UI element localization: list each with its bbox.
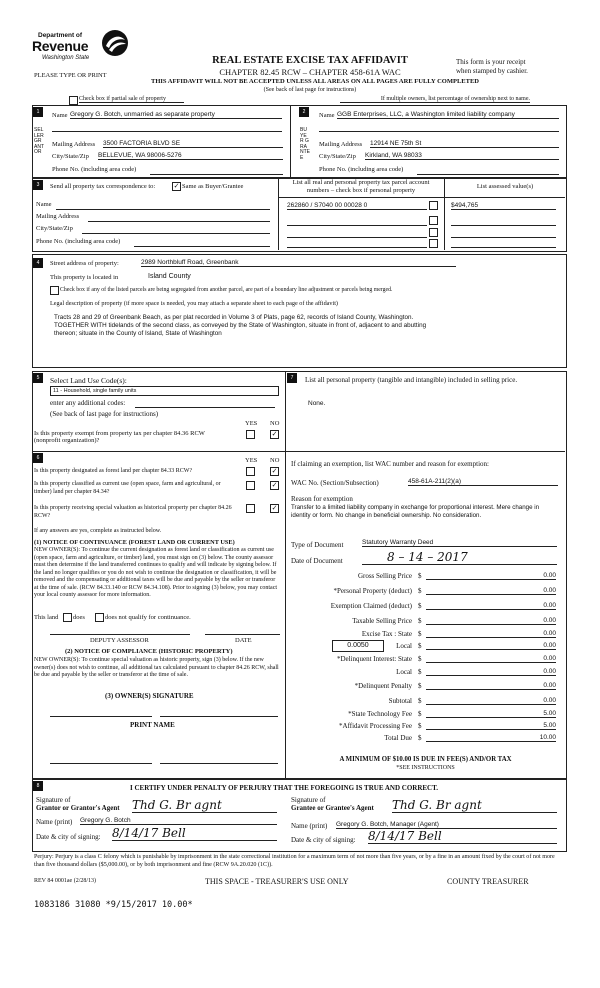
exempt-yes-checkbox[interactable]	[246, 430, 255, 439]
segregated-checkbox[interactable]	[50, 286, 59, 295]
print-name-label: PRINT NAME	[130, 721, 175, 729]
deputy-sig-line	[50, 634, 190, 635]
does-label: does	[73, 614, 85, 621]
tax-dollar-sign: $	[418, 734, 422, 742]
tax-row-value[interactable]: 0.00	[426, 587, 556, 595]
doc-date-field[interactable]: 8 – 14 – 2017	[362, 550, 557, 565]
dept-line2: Revenue	[32, 38, 89, 54]
section-8-number: 8	[33, 781, 43, 791]
assessed-4-field[interactable]	[451, 241, 556, 248]
historic-question: Is this property receiving special valuation as historical property per chapter 84.26 RCW?	[34, 505, 232, 519]
same-as-buyer-checkbox[interactable]: ✓	[173, 182, 180, 190]
parcel-4-field[interactable]	[287, 241, 427, 248]
partial-sale-label: Check box if partial sale of property	[79, 96, 184, 103]
does-not-label: does not qualify for continuance.	[105, 614, 191, 621]
tax-row-label: *State Technology Fee	[348, 710, 412, 718]
section-3-number: 3	[33, 180, 43, 190]
tax-row	[290, 655, 560, 666]
form-chapter: CHAPTER 82.45 RCW – CHAPTER 458-61A WAC	[219, 67, 401, 77]
personal-prop-label: List all personal property (tangible and intangible) included in selling price.	[305, 376, 518, 384]
parcel-3-personal-checkbox[interactable]	[429, 228, 438, 237]
tax-dollar-sign: $	[418, 697, 422, 705]
assessed-header: List assessed value(s)	[476, 183, 534, 190]
grantor-date-field[interactable]: 8/14/17 Bell	[112, 826, 277, 841]
tax-row	[290, 734, 560, 745]
grantor-signature[interactable]: Thd G. Br agnt	[132, 798, 277, 813]
deputy-date-line	[205, 634, 280, 635]
continuance-text: NEW OWNER(S): To continue the current designation as forest land or classification as current use (open space, farm and agriculture, or timber) land, you must sign on (3) below. The county assessor must then determine if the land transferred continues to qualify and will indicate by signing below. If the land no longer qualifies or you do not wish to continue the designation or classification, it will be removed and the compensating or additional taxes will be due and payable by the seller or transferor at the time of sale. (RCW 84.33.140 or RCW 84.34.108). Prior to signing (3) below, you may contact your local county assessor for more information.	[34, 547, 278, 598]
corr-phone-label: Phone No. (including area code)	[36, 238, 121, 245]
tax-dollar-sign: $	[418, 642, 422, 650]
certify-statement: I CERTIFY UNDER PENALTY OF PERJURY THAT THE FOREGOING IS TRUE AND CORRECT.	[130, 784, 439, 792]
corr-name-field[interactable]	[56, 201, 270, 210]
seller-name-label: Name	[52, 112, 68, 119]
tax-row	[290, 572, 560, 583]
buyer-city-field[interactable]: Kirkland, WA 98033	[365, 152, 559, 160]
does-not-checkbox[interactable]	[95, 613, 104, 622]
tax-row-value[interactable]: 0.00	[426, 655, 556, 663]
parcel-2-personal-checkbox[interactable]	[429, 216, 438, 225]
street-field[interactable]: 2989 Northbluff Road, Greenbank	[141, 259, 456, 267]
continuance-title: (1) NOTICE OF CONTINUANCE (FOREST LAND OR CURRENT USE)	[34, 539, 235, 546]
local-rate-box[interactable]: 0.0050	[332, 640, 384, 652]
grantee-date-label: Date & city of signing:	[291, 836, 356, 844]
located-field[interactable]: Island County	[148, 273, 191, 280]
accept-warning: THIS AFFIDAVIT WILL NOT BE ACCEPTED UNLESS ALL AREAS ON ALL PAGES ARE FULLY COMPLETED	[151, 78, 479, 85]
corr-mailing-field[interactable]	[88, 213, 270, 222]
tax-row	[290, 682, 560, 693]
buyer-city-label: City/State/Zip	[319, 153, 356, 160]
lower-divider	[285, 371, 286, 778]
tax-row-value[interactable]: 0.00	[426, 630, 556, 638]
tax-row-value[interactable]: 0.00	[426, 697, 556, 705]
tax-dollar-sign: $	[418, 630, 422, 638]
property-section	[32, 254, 567, 368]
parcel-4-personal-checkbox[interactable]	[429, 239, 438, 248]
tax-row-label: Total Due	[384, 734, 412, 742]
corr-mailing-label: Mailing Address	[36, 213, 80, 220]
tax-dollar-sign: $	[418, 587, 422, 595]
forest-question: Is this property designated as forest land per chapter 84.33 RCW?	[34, 468, 193, 474]
tax-row-label: Excise Tax : State	[361, 630, 412, 638]
compliance-text: NEW OWNER(S): To continue special valuation as historic property, sign (3) below. If the new owner(s) does not wish to continue, all additional tax calculated pursuant to chapter 84.26 RCW, shall be due and payable by the seller or transferor at the time of sale.	[34, 657, 279, 678]
personal-prop-value[interactable]: None.	[308, 400, 326, 407]
exempt-question: Is this property exempt from property tax per chapter 84.36 RCW (nonprofit organization)?	[34, 430, 205, 444]
section-7-divider	[285, 451, 565, 452]
tax-dollar-sign: $	[418, 602, 422, 610]
seller-phone-field[interactable]	[150, 166, 283, 175]
corr-city-label: City/State/Zip	[36, 225, 73, 232]
section-5-6-divider	[32, 451, 285, 452]
tax-dollar-sign: $	[418, 617, 422, 625]
same-as-buyer-label: Same as Buyer/Grantee	[182, 183, 244, 190]
tax-row-label: Taxable Selling Price	[352, 617, 412, 625]
tax-row-label: *Delinquent Interest: State	[336, 655, 412, 663]
buyer-phone-field[interactable]	[417, 166, 559, 175]
land-use-select[interactable]: 11 - Household, single family units	[50, 386, 279, 396]
seller-mailing-field[interactable]: 3500 FACTORIA BLVD SE	[103, 140, 283, 148]
seller-city-label: City/State/Zip	[52, 153, 89, 160]
tax-row-label: *Delinquent Penalty	[354, 682, 412, 690]
tax-row	[290, 630, 560, 641]
tax-dollar-sign: $	[418, 572, 422, 580]
wac-label: WAC No. (Section/Subsection)	[291, 479, 379, 487]
dept-line1: Department of	[38, 32, 83, 39]
tax-row-label: Local	[396, 668, 412, 676]
parcel-3-field[interactable]	[287, 229, 427, 238]
section-3-divider	[278, 177, 279, 250]
tax-row-value[interactable]: 5.00	[426, 710, 556, 718]
if-yes-note: If any answers are yes, complete as instructed below.	[34, 528, 162, 534]
receipt-note-2: when stamped by cashier.	[456, 67, 528, 75]
legal-label: Legal description of property (if more space is needed, you may attach a separate sheet to each page of the affidavit)	[50, 300, 338, 307]
buyer-name-label: Name	[319, 112, 335, 119]
deputy-assessor-label: DEPUTY ASSESSOR	[90, 637, 149, 644]
tax-row	[290, 697, 560, 708]
receipt-note-1: This form is your receipt	[456, 58, 526, 66]
buyer-side-label: BUYER GRANTEE	[300, 127, 310, 161]
deputy-date-label: DATE	[235, 637, 252, 644]
corr-phone-field[interactable]	[134, 238, 270, 247]
tax-row-value[interactable]: 0.00	[426, 602, 556, 610]
land-use-label: Select Land Use Code(s):	[50, 376, 127, 385]
additional-codes-label: enter any additional codes:	[50, 399, 126, 407]
corr-city-field[interactable]	[82, 225, 270, 234]
section-4-number: 4	[33, 258, 43, 268]
parcel-2-field[interactable]	[287, 217, 427, 226]
cashier-stamp: 1083186 31080 *9/15/2017 10.00*	[34, 900, 193, 910]
this-land-label: This land	[34, 614, 59, 621]
print-name-line-1	[50, 763, 152, 764]
owner-sig-line-1	[50, 716, 152, 717]
current-use-yes-checkbox[interactable]	[246, 481, 255, 490]
reason-label: Reason for exemption	[291, 495, 353, 503]
buyer-name-field[interactable]: GGB Enterprises, LLC, a Washington limited liability company	[337, 111, 559, 119]
grantor-sig-label-2: Grantor or Grantor's Agent	[36, 804, 120, 812]
seller-side-label: SELLER GRANTOR	[34, 127, 44, 155]
send-correspondence-label: Send all property tax correspondence to:	[50, 183, 156, 190]
section-5-number: 5	[33, 373, 43, 383]
current-use-question: Is this property classified as current use (open space, farm and agricultural, or timber) land per chapter 84.34?	[34, 481, 221, 495]
tax-row-value[interactable]: 0.00	[426, 682, 556, 690]
tax-row-value[interactable]: 5.00	[426, 722, 556, 730]
forest-yes-checkbox[interactable]	[246, 467, 255, 476]
compliance-title: (2) NOTICE OF COMPLIANCE (HISTORIC PROPERTY)	[65, 648, 233, 655]
grantee-signature[interactable]: Thd G. Br agnt	[392, 798, 557, 813]
grantor-date-label: Date & city of signing:	[36, 833, 101, 841]
grantor-name-label: Name (print)	[36, 818, 73, 826]
tax-row-label: Exemption Claimed (deduct)	[330, 602, 412, 610]
dor-logo-icon	[100, 28, 130, 58]
buyer-mailing-field[interactable]: 12914 NE 75th St	[370, 140, 559, 148]
section-1-number: 1	[33, 107, 43, 117]
tax-row	[290, 602, 560, 613]
section-6-number: 6	[33, 453, 43, 463]
dept-line3: Washington State	[42, 55, 90, 61]
see-instructions-note: *SEE INSTRUCTIONS	[396, 765, 455, 771]
county-treasurer-label: COUNTY TREASURER	[447, 877, 529, 886]
historic-no-checkbox[interactable]: ✓	[271, 504, 278, 512]
exemption-label: If claiming an exemption, list WAC number and reason for exemption:	[291, 460, 489, 468]
historic-yes-checkbox[interactable]	[246, 504, 255, 513]
tax-dollar-sign: $	[418, 668, 422, 676]
tax-dollar-sign: $	[418, 710, 422, 718]
print-name-line-2	[160, 763, 278, 764]
tax-dollar-sign: $	[418, 722, 422, 730]
perjury-notice: Perjury: Perjury is a class C felony which is punishable by imprisonment in the state correctional institution for a maximum term of not more than five years, or by a fine in an amount fixed by the court of not more than five thousand dollars ($5,000.00), or by both imprisonment and fine (RCW 9A.20.020 (1C)).	[34, 854, 555, 868]
street-label: Street address of property:	[50, 260, 119, 267]
tax-row	[290, 642, 560, 654]
please-type: PLEASE TYPE OR PRINT	[34, 72, 107, 79]
tax-row	[290, 617, 560, 628]
legal-line-2[interactable]: TOGETHER WITH tidelands of the second class, as conveyed by the State of Washington, situate in front of, adjacent to and abutting	[54, 322, 427, 329]
legal-line-1[interactable]: Tracts 28 and 29 of Greenbank Beach, as per plat recorded in Volume 3 of Plats, page 62, records of Island County, Washington.	[54, 314, 414, 321]
treasurer-use-label: THIS SPACE - TREASURER'S USE ONLY	[205, 877, 349, 886]
tax-row-label: Local	[396, 642, 412, 650]
doc-type-field[interactable]: Statutory Warranty Deed	[362, 539, 557, 547]
corr-name-label: Name	[36, 201, 52, 208]
does-checkbox[interactable]	[63, 613, 72, 622]
see-back-note: (See back of last page for instructions)	[263, 87, 357, 93]
tax-row-label: *Affidavit Processing Fee	[339, 722, 412, 730]
additional-codes-field[interactable]	[135, 399, 275, 408]
s6-no-header: NO	[270, 457, 280, 464]
tax-row-value[interactable]: 0.00	[426, 572, 556, 580]
s5-yes-header: YES	[245, 420, 258, 427]
s6-yes-header: YES	[245, 457, 258, 464]
located-label: This property is located in	[50, 274, 119, 281]
grantee-sig-label-1: Signature of	[291, 796, 326, 804]
tax-row-label: Gross Selling Price	[357, 572, 412, 580]
tax-row-value[interactable]: 0.00	[426, 617, 556, 625]
owner-sig-label: (3) OWNER(S) SIGNATURE	[105, 692, 194, 700]
s5-no-header: NO	[270, 420, 280, 427]
buyer-mailing-label: Mailing Address	[319, 141, 363, 148]
section-2-number: 2	[299, 107, 309, 117]
land-use-see-back: (See back of last page for instructions)	[50, 410, 159, 418]
seller-buyer-divider	[290, 105, 291, 177]
buyer-phone-label: Phone No. (including area code)	[319, 166, 404, 173]
grantor-sig-label-1: Signature of	[36, 796, 71, 804]
owner-sig-line-2	[160, 716, 278, 717]
seller-phone-label: Phone No. (including area code)	[52, 166, 137, 173]
assessed-2-field[interactable]	[451, 217, 556, 226]
assessed-3-field[interactable]	[451, 229, 556, 238]
tax-dollar-sign: $	[418, 655, 422, 663]
tax-row	[290, 722, 560, 733]
tax-dollar-sign: $	[418, 682, 422, 690]
seller-city-field[interactable]: BELLEVUE, WA 98006-5276	[98, 152, 283, 160]
grantee-sig-label-2: Grantee or Grantee's Agent	[291, 804, 374, 812]
buyer-blank-line	[319, 131, 559, 132]
minimum-fee-note: A MINIMUM OF $10.00 IS DUE IN FEE(S) AND/OR TAX	[339, 756, 512, 763]
form-title: REAL ESTATE EXCISE TAX AFFIDAVIT	[212, 55, 408, 66]
dor-logo	[32, 28, 128, 68]
current-use-no-checkbox[interactable]: ✓	[271, 481, 278, 489]
grantee-date-field[interactable]: 8/14/17 Bell	[368, 829, 557, 844]
parcel-1-field[interactable]: 262860 / S7040 00 00028 0	[287, 202, 427, 210]
tax-row-value[interactable]: 0.00	[426, 642, 556, 650]
seller-blank-line	[52, 131, 282, 132]
tax-row-label: Subtotal	[388, 697, 412, 705]
grantee-name-field[interactable]: Gregory G. Botch, Manager (Agent)	[336, 821, 557, 829]
seller-mailing-label: Mailing Address	[52, 141, 96, 148]
tax-row	[290, 710, 560, 721]
reason-field[interactable]: Transfer to a limited liability company in exchange for proportional interest. Mere change in identity or form. No change in beneficial ownership. No consideration.	[291, 504, 540, 519]
assessed-1-field[interactable]: $494,765	[451, 202, 556, 210]
parcel-header: List all real and personal property tax parcel account numbers – check box if personal property	[292, 179, 430, 194]
multiple-owners-note: If multiple owners, list percentage of ownership next to name.	[340, 96, 530, 103]
doc-type-label: Type of Document	[291, 541, 344, 549]
exempt-no-checkbox[interactable]: ✓	[271, 430, 278, 438]
grantor-name-field[interactable]: Gregory G. Botch	[80, 817, 277, 825]
tax-row-value[interactable]: 0.00	[426, 668, 556, 676]
rev-form-number: REV 84 0001ae (2/28/13)	[34, 878, 97, 884]
tax-row	[290, 587, 560, 598]
tax-row-label: *Personal Property (deduct)	[333, 587, 412, 595]
wac-field[interactable]: 458-61A-211(2)(a)	[408, 478, 558, 486]
forest-no-checkbox[interactable]: ✓	[271, 467, 278, 475]
partial-sale-checkbox[interactable]	[69, 96, 78, 105]
section-7-number: 7	[287, 373, 297, 383]
assessed-divider	[444, 177, 445, 250]
segregated-label: Check box if any of the listed parcels are being segregated from another parcel, are part of a boundary line adjustment or parcels being merged.	[60, 287, 393, 293]
tax-row	[290, 668, 560, 679]
tax-row-value[interactable]: 10.00	[426, 734, 556, 742]
parcel-header-line	[278, 197, 565, 198]
grantee-name-label: Name (print)	[291, 822, 328, 830]
seller-name-field[interactable]: Gregory G. Botch, unmarried as separate property	[70, 111, 282, 119]
legal-line-3[interactable]: thereon; situate in the County of Island, State of Washington	[54, 330, 222, 337]
doc-date-label: Date of Document	[291, 557, 343, 565]
parcel-1-personal-checkbox[interactable]	[429, 201, 438, 210]
